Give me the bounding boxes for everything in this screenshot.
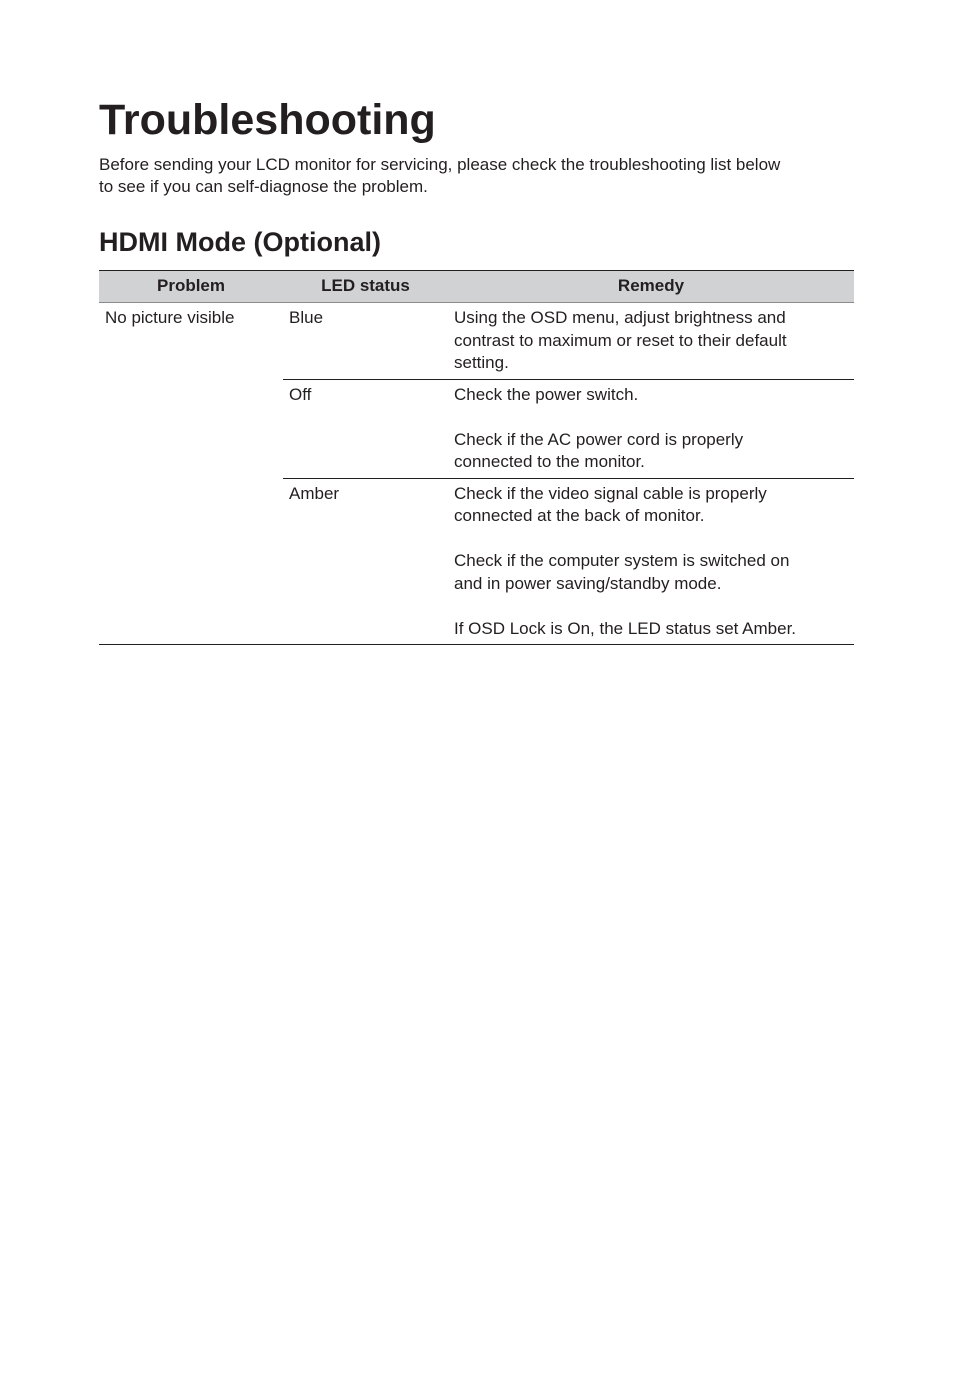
remedy-cell — [448, 478, 854, 645]
remedy-cell — [448, 303, 854, 380]
section-title: HDMI Mode (Optional) — [99, 227, 381, 257]
remedy-paragraph — [454, 307, 848, 375]
led-status-cell: Amber — [283, 478, 448, 645]
remedy-line: and in power saving/standby mode. — [454, 573, 722, 593]
remedy-line: contrast to maximum or reset to their default — [454, 330, 787, 350]
remedy-paragraph — [454, 618, 848, 641]
remedy-line: Check if the computer system is switched on — [454, 551, 790, 570]
table-row — [99, 303, 854, 380]
led-status-cell: Off — [283, 379, 448, 478]
remedy-line: Using the OSD menu, adjust brightness and — [454, 308, 786, 327]
problem-cell: No picture visible — [99, 303, 283, 645]
remedy-line: connected at the back of monitor. — [454, 506, 705, 525]
remedy-line: If OSD Lock is On, the LED status set Amber. — [454, 618, 797, 638]
table-header-row — [99, 271, 854, 303]
remedy-line: setting. — [454, 353, 509, 372]
intro-paragraph — [99, 154, 854, 198]
remedy-paragraph — [454, 550, 848, 595]
intro-line: Before sending your LCD monitor for servicing, please check the troubleshooting list below — [99, 155, 781, 174]
intro-line: to see if you can self-diagnose the problem. — [99, 177, 428, 196]
remedy-paragraph — [454, 483, 848, 528]
page-title: Troubleshooting — [99, 96, 436, 144]
remedy-line: connected to the monitor. — [454, 452, 645, 471]
remedy-cell — [448, 379, 854, 478]
troubleshooting-table — [99, 270, 854, 645]
header-remedy: Remedy — [448, 271, 854, 303]
remedy-paragraph — [454, 384, 848, 407]
remedy-paragraph — [454, 429, 848, 474]
remedy-line: Check if the video signal cable is properly — [454, 483, 767, 503]
led-status-cell: Blue — [283, 303, 448, 380]
header-problem: Problem — [99, 271, 283, 303]
remedy-line: Check if the AC power cord is properly — [454, 429, 744, 449]
header-led-status: LED status — [283, 271, 448, 303]
remedy-line: Check the power switch. — [454, 384, 639, 404]
